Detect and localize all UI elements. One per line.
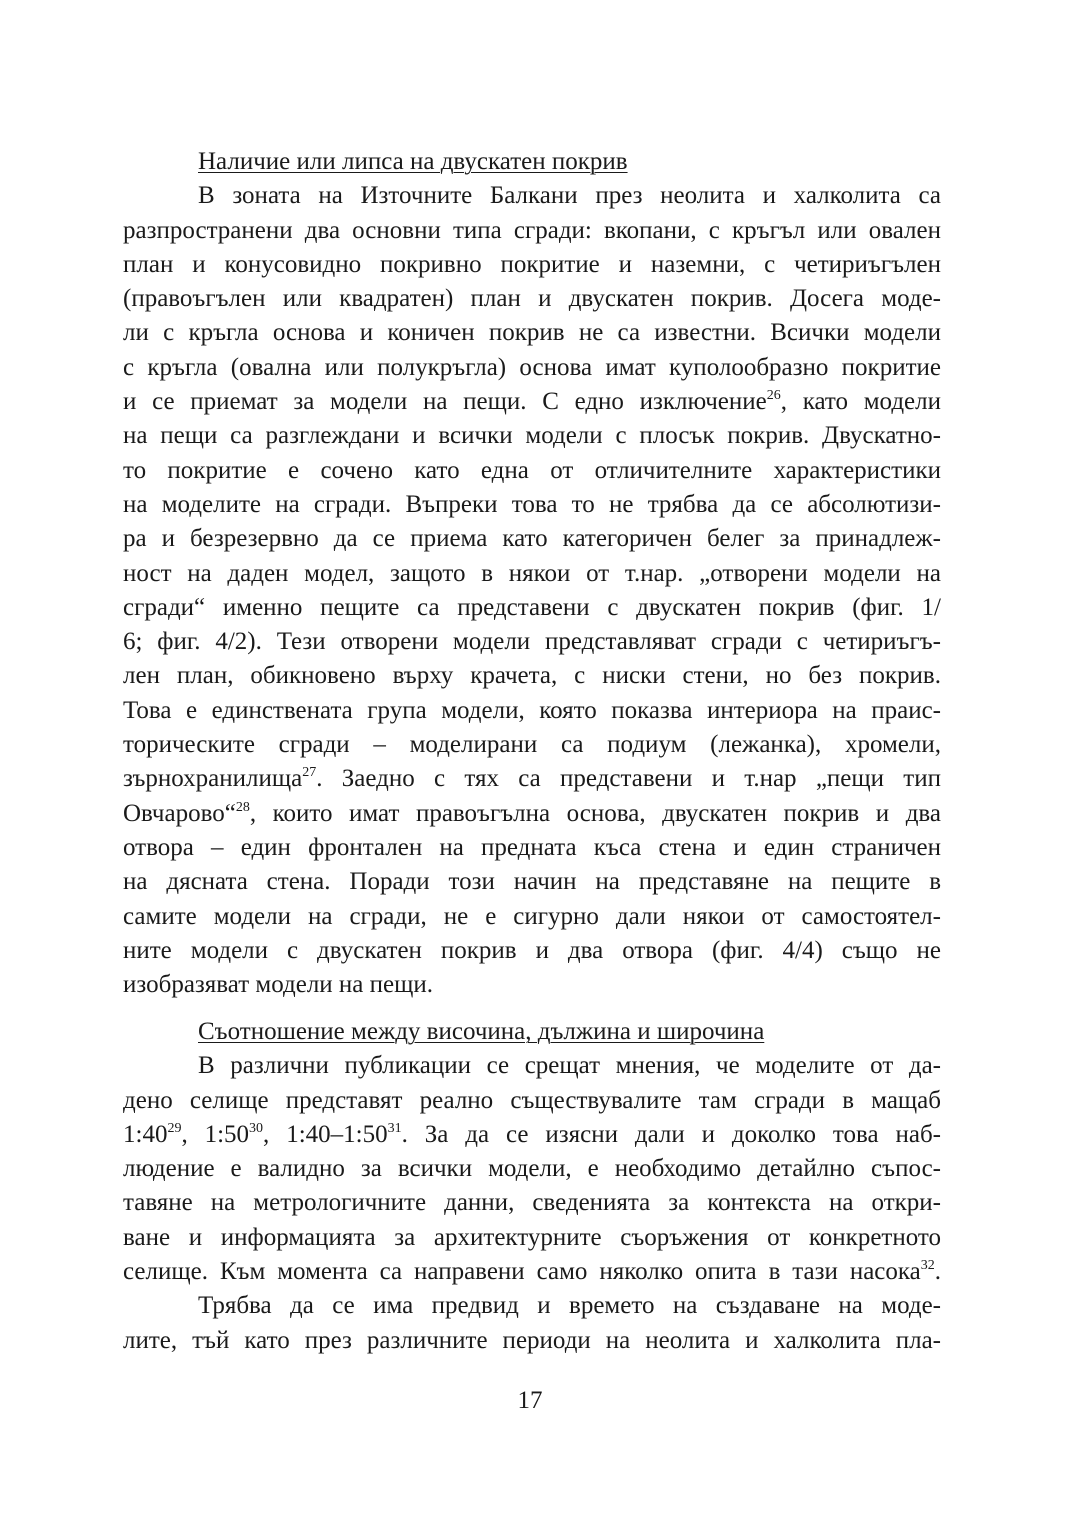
text-run: зърнохранилища bbox=[123, 765, 303, 793]
footnote-ref-29: 29 bbox=[167, 1120, 182, 1136]
paragraph-line bbox=[123, 1255, 941, 1289]
section-heading-gable-roof: Наличие или липса на двускатен покрив bbox=[198, 148, 628, 175]
paragraph-line: разпространени два основни типа сгради: вкопани, с кръгъл или овален bbox=[123, 216, 941, 244]
paragraph-line: лен план, обикновено върху крачета, с ниски стени, но без покрив. bbox=[123, 662, 941, 690]
footnote-ref-31: 31 bbox=[387, 1120, 402, 1136]
section-1 bbox=[123, 145, 941, 1002]
footnote-ref-26: 26 bbox=[766, 388, 781, 404]
paragraph-line: на пещи са разглеждани и всички модели с плосък покрив. Двускатно- bbox=[123, 422, 941, 450]
paragraph-line: ните модели с двускатен покрив и два отвора (фиг. 4/4) също не bbox=[123, 936, 941, 964]
section-2 bbox=[123, 1015, 941, 1358]
paragraph-line: Това е единствената група модели, която показва интериора на праис- bbox=[123, 696, 941, 724]
footnote-ref-28: 28 bbox=[235, 799, 250, 815]
paragraph-line: план и конусовидно покривно покритие и наземни, с четириъгълен bbox=[123, 250, 941, 278]
paragraph-line: В зоната на Източните Балкани през неолита и халколита са bbox=[198, 182, 941, 210]
text-run: . Заедно с тях са представени и т.нар „пещи тип bbox=[316, 765, 941, 793]
paragraph-line bbox=[123, 385, 941, 419]
text-run: 1:40 bbox=[123, 1120, 168, 1148]
paragraph-line: ване и информацията за архитектурните съоръжения от конкретното bbox=[123, 1223, 941, 1251]
paragraph-line: ра и безрезервно да се приема като категоричен белег за принадлеж- bbox=[123, 525, 941, 553]
paragraph-line: ност на даден модел, защото в някои от т.нар. „отворени модели на bbox=[123, 559, 941, 587]
paragraph-line: то покритие е сочено като една от отличителните характеристики bbox=[123, 456, 941, 484]
text-run: , които имат правоъгълна основа, двускатен покрив и два bbox=[249, 799, 941, 827]
paragraph-line: самите модели на сгради, не е сигурно дали някои от самостоятел- bbox=[123, 902, 941, 930]
paragraph-line bbox=[123, 762, 941, 796]
section-heading-proportions: Съотношение между височина, дължина и широчина bbox=[198, 1018, 765, 1045]
text-run: селище. Към момента са направени само няколко опита в тази насока bbox=[123, 1258, 921, 1286]
paragraph-line: сгради“ именно пещите са представени с двускатен покрив (фиг. 1/ bbox=[123, 593, 941, 621]
paragraph-line: на дясната стена. Поради този начин на представяне на пещите в bbox=[123, 868, 941, 896]
paragraph-line: ли с кръгла основа и коничен покрив не са известни. Всички модели bbox=[123, 319, 941, 347]
paragraph-line: с кръгла (овална или полукръгла) основа имат куполообразно покритие bbox=[123, 353, 941, 381]
page-number: 17 bbox=[517, 1387, 543, 1414]
paragraph-line: 6; фиг. 4/2). Тези отворени модели представляват сгради с четириъгъ- bbox=[123, 628, 941, 656]
text-run: , 1:50 bbox=[181, 1120, 250, 1148]
paragraph-line: торическите сгради – моделирани са подиум (лежанка), хромели, bbox=[123, 731, 941, 759]
footnote-ref-32: 32 bbox=[920, 1258, 935, 1274]
paragraph-line: изобразяват модели на пещи. bbox=[123, 971, 433, 999]
paragraph-line: (правоъгълен или квадратен) план и двускатен покрив. Досега моде- bbox=[123, 285, 941, 313]
paragraph-line: людение е валидно за всички модели, е необходимо детайлно съпос- bbox=[123, 1155, 941, 1183]
paragraph-line: В различни публикации се срещат мнения, че моделите от да- bbox=[198, 1052, 941, 1080]
paragraph-line bbox=[123, 1118, 941, 1152]
text-run: Овчарово“ bbox=[123, 799, 236, 827]
text-run: . За да се изясни дали и доколко това наб- bbox=[401, 1120, 941, 1148]
paragraph-line: отвора – един фронтален на предната къса стена и един страничен bbox=[123, 833, 941, 861]
text-run: и се приемат за модели на пещи. С едно изключение bbox=[123, 388, 767, 416]
footnote-ref-30: 30 bbox=[249, 1120, 264, 1136]
text-run: , 1:40–1:50 bbox=[263, 1120, 388, 1148]
paragraph-line: дено селище представят реално съществувалите там сгради в мащаб bbox=[123, 1086, 941, 1114]
text-run: , като модели bbox=[780, 388, 941, 416]
paragraph-line: лите, тъй като през различните периоди на неолита и халколита пла- bbox=[123, 1326, 941, 1354]
paragraph-line: на моделите на сгради. Въпреки това то не трябва да се абсолютизи- bbox=[123, 490, 941, 518]
footnote-ref-27: 27 bbox=[302, 765, 317, 781]
paragraph-line: Трябва да се има предвид и времето на създаване на моде- bbox=[198, 1292, 941, 1320]
paragraph-line: тавяне на метрологичните данни, сведенията за контекста на откри- bbox=[123, 1189, 941, 1217]
paragraph-line bbox=[123, 797, 941, 831]
text-run: . bbox=[934, 1258, 941, 1286]
